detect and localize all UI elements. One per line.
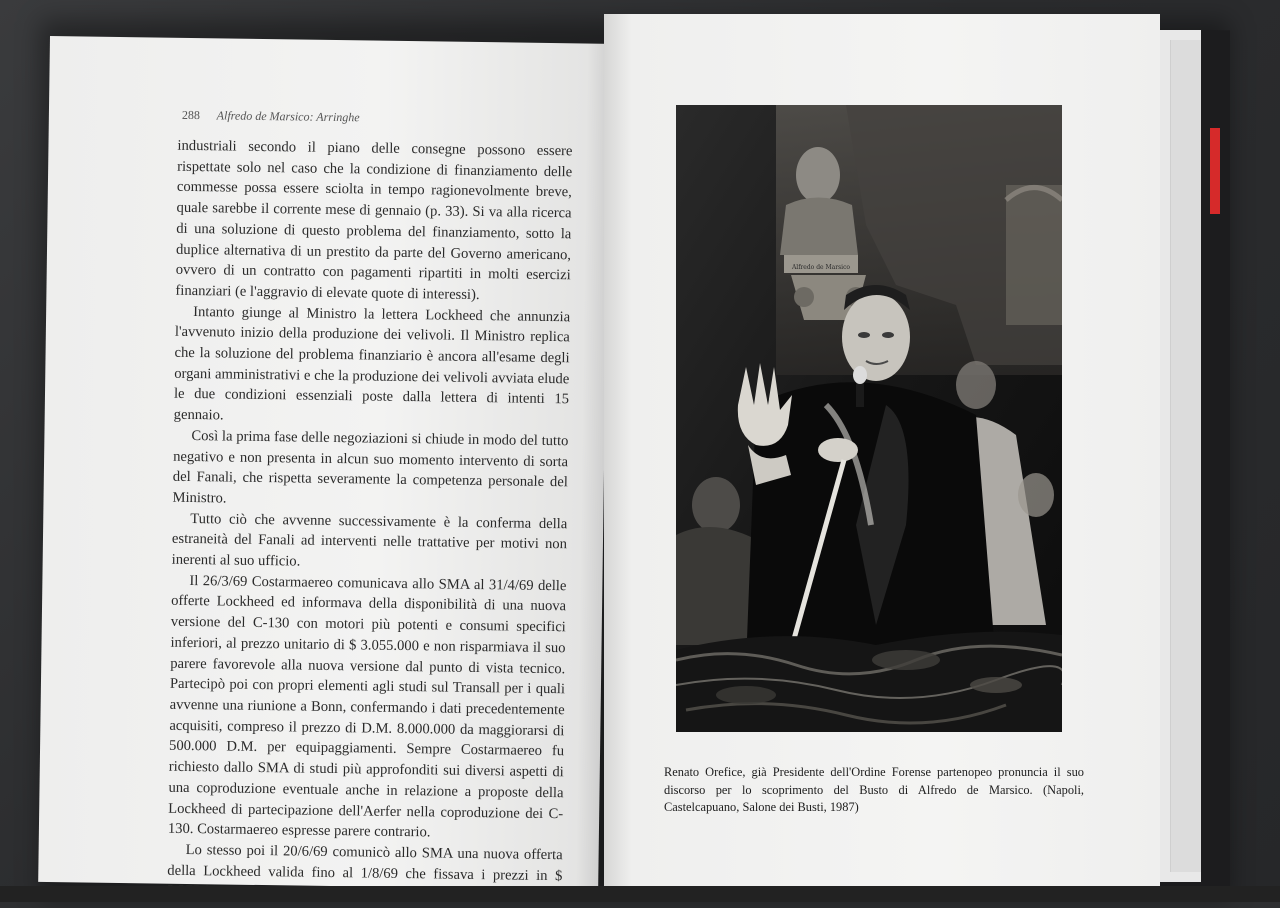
bottom-shadow-strip xyxy=(0,886,1280,902)
photo-caption: Renato Orefice, già Presidente dell'Ordine Forense partenopeo pronuncia il suo discorso per lo scoprimento del Busto di Alfredo de Marsico. (Napoli, Castelcapuano, Salone dei Busti, 1987) xyxy=(664,765,1084,814)
speaker-photo-illustration xyxy=(676,105,1062,732)
red-bookmark-tab xyxy=(1210,128,1220,214)
body-text xyxy=(167,136,573,907)
paragraph: Intanto giunge al Ministro la lettera Lockheed che annunzia l'avvenuto inizio della produzione dei velivoli. Il Ministro replica che la soluzione del problema finanziario è ancora all'esame degli organi amministrativi e che la produzione dei velivoli avviata elude le due condizioni essenziali poste dalla lettera di intenti 15 gennaio. xyxy=(173,303,571,424)
running-head xyxy=(182,108,360,125)
running-head-title: Alfredo de Marsico: Arringhe xyxy=(216,108,360,125)
paragraph: Così la prima fase delle negoziazioni si chiude in modo del tutto negativo e non presenta in alcun suo momento intervento di sorta del Fanali, che rispetta severamente la competenza personale del Ministro. xyxy=(172,427,569,507)
paragraph: Il 26/3/69 Costarmaereo comunicava allo SMA al 31/4/69 delle offerte Lockheed ed informava della disponibilità di una nuova versione del C-130 con motori più potenti e consumi specifici inferiori, al prezzo unitario di $ 3.055.000 e non risparmiava il suo parere favorevole alla nuova versione dal punto di vista tecnico. Partecipò poi con propri elementi agli studi sul Transall per i quali avvenne una riunione a Bonn, confermando i dati precedentemente acquisiti, compreso il prezzo di D.M. 8.000.000 da maggiorarsi di 500.000 D.M. per equipaggiamenti. Sempre Costarmaereo fu richiesto dallo SMA di studi più approfonditi sui diversi aspetti di una coproduzione eventuale anche in relazione a proposte della Lockheed di partecipazione dell'Aerfer nella coproduzione dei C-130. Costarmaereo espresse parere contrario. xyxy=(167,572,567,841)
left-page xyxy=(38,36,610,890)
page-number: 288 xyxy=(181,107,201,123)
bust-plaque: Alfredo de Marsico xyxy=(791,264,851,271)
right-page xyxy=(604,14,1160,894)
black-and-white-photo xyxy=(676,105,1062,732)
paragraph: Tutto ciò che avvenne successivamente è la conferma della estraneità del Fanali ad interventi nelle trattative per motivi non inerenti al suo ufficio. xyxy=(171,510,568,570)
page-stack-inner xyxy=(1170,40,1201,872)
paragraph: industriali secondo il piano delle consegne possono essere rispettate solo nel caso che la condizione di finanziamento delle commesse possa essere sciolta in tempo ragionevolmente breve, quale sarebbe il corrente mese di gennaio (p. 33). Si va alla ricerca di una soluzione di questo problema del finanziamento, sotto la duplice alternativa di un prestito da parte del Governo americano, ovvero di un contratto con pagamenti ripartiti in molti esercizi finanziari (e l'aggravio di elevate quote di interessi). xyxy=(175,137,573,303)
paragraph: Lo stesso poi il 20/6/69 comunicò allo SMA una nuova offerta della Lockheed valida fino al 1/8/69 che fissava i prezzi in $ xyxy=(167,841,563,884)
